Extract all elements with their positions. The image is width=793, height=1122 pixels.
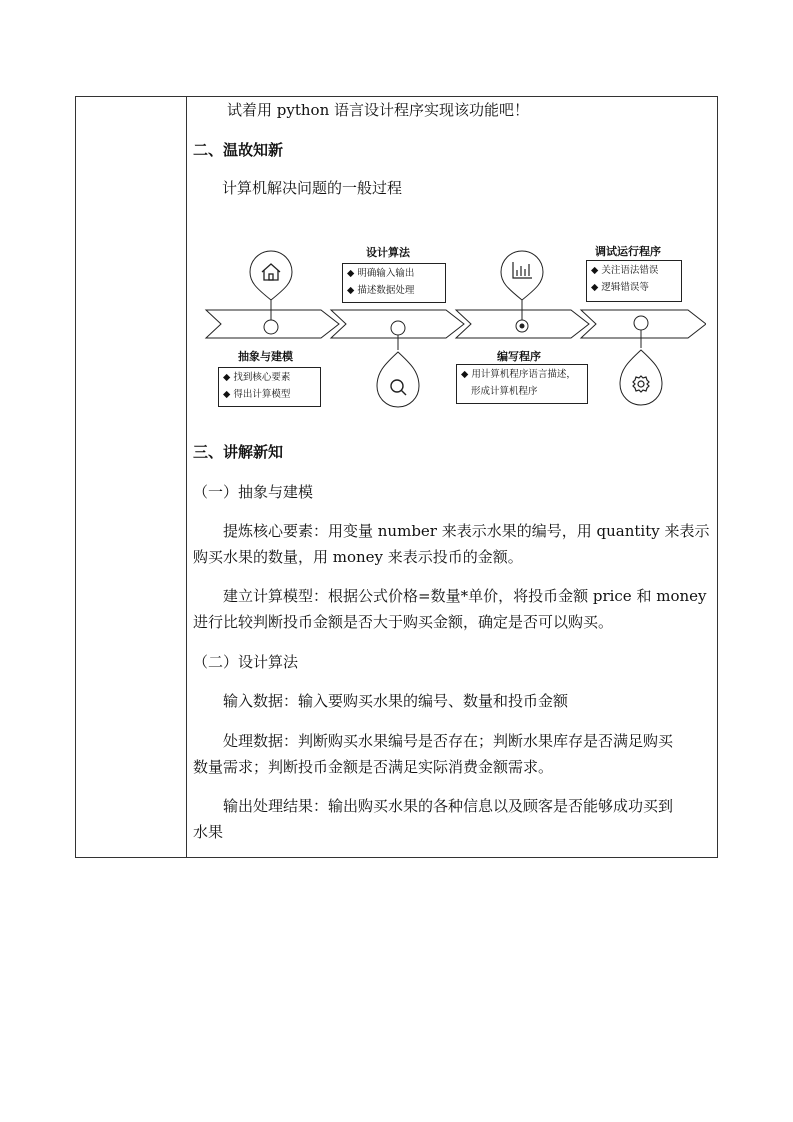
step-dot-3-center bbox=[520, 324, 525, 329]
right-column bbox=[187, 97, 717, 857]
step-title-debug: 调试运行程序 bbox=[595, 245, 661, 258]
lesson-table bbox=[75, 96, 718, 858]
write-program-item-2: 形成计算机程序 bbox=[471, 386, 538, 397]
part2-title: （二）设计算法 bbox=[193, 653, 299, 671]
debug-item-2: 逻辑错误等 bbox=[601, 282, 649, 293]
step-box-write-program: ◆ 用计算机程序语言描述， 形成计算机程序 bbox=[456, 364, 588, 404]
step-box-abstraction: ◆ 找到核心要素 ◆ 得出计算模型 bbox=[218, 367, 321, 407]
intro-line: 试着用 python 语言设计程序实现该功能吧！ bbox=[227, 101, 529, 119]
abstraction-item-1: 找到核心要素 bbox=[233, 372, 291, 383]
part1-title: （一）抽象与建模 bbox=[193, 483, 314, 501]
search-drop bbox=[377, 335, 419, 407]
step-box-design-algorithm: ◆ 明确输入输出 ◆ 描述数据处理 bbox=[342, 263, 446, 303]
step-box-debug: ◆ 关注语法错误 ◆ 逻辑错误等 bbox=[586, 260, 682, 302]
part1-p2-line1: 建立计算模型：根据公式价格=数量*单价，将投币金额 price 和 money bbox=[223, 587, 707, 605]
part1-p2-line2: 进行比较判断投币金额是否大于购买金额，确定是否可以购买。 bbox=[193, 613, 614, 631]
debug-item-1: 关注语法错误 bbox=[601, 265, 659, 276]
step-dot-1 bbox=[264, 320, 278, 334]
step-title-design-algorithm: 设计算法 bbox=[366, 246, 410, 259]
part2-p1: 输入数据：输入要购买水果的编号、数量和投币金额 bbox=[223, 692, 569, 710]
design-algorithm-item-2: 描述数据处理 bbox=[357, 285, 415, 296]
part2-p3-line1: 输出处理结果：输出购买水果的各种信息以及顾客是否能够成功买到 bbox=[223, 797, 674, 815]
gear-drop bbox=[620, 330, 662, 405]
part1-p1-line2: 购买水果的数量，用 money 来表示投币的金额。 bbox=[193, 548, 523, 566]
part2-p2-line1: 处理数据：判断购买水果编号是否存在；判断水果库存是否满足购买 bbox=[223, 732, 674, 750]
part2-p3-line2: 水果 bbox=[193, 823, 224, 841]
design-algorithm-item-1: 明确输入输出 bbox=[357, 268, 415, 279]
section3-heading: 三、讲解新知 bbox=[193, 443, 284, 461]
process-diagram bbox=[201, 240, 706, 420]
chevron-arrows bbox=[206, 310, 706, 338]
left-column bbox=[76, 97, 187, 857]
step-title-abstraction: 抽象与建模 bbox=[238, 350, 293, 363]
abstraction-item-2: 得出计算模型 bbox=[233, 389, 291, 400]
step-dot-4 bbox=[634, 316, 648, 330]
write-program-item-1: 用计算机程序语言描述， bbox=[471, 369, 576, 380]
section2-subtitle: 计算机解决问题的一般过程 bbox=[222, 179, 403, 197]
step-dot-2 bbox=[391, 321, 405, 335]
part1-p1-line1: 提炼核心要素：用变量 number 来表示水果的编号，用 quantity 来表示 bbox=[223, 522, 710, 540]
step-title-write-program: 编写程序 bbox=[497, 350, 541, 363]
part2-p2-line2: 数量需求；判断投币金额是否满足实际消费金额需求。 bbox=[193, 758, 554, 776]
section2-heading: 二、温故知新 bbox=[193, 141, 284, 159]
